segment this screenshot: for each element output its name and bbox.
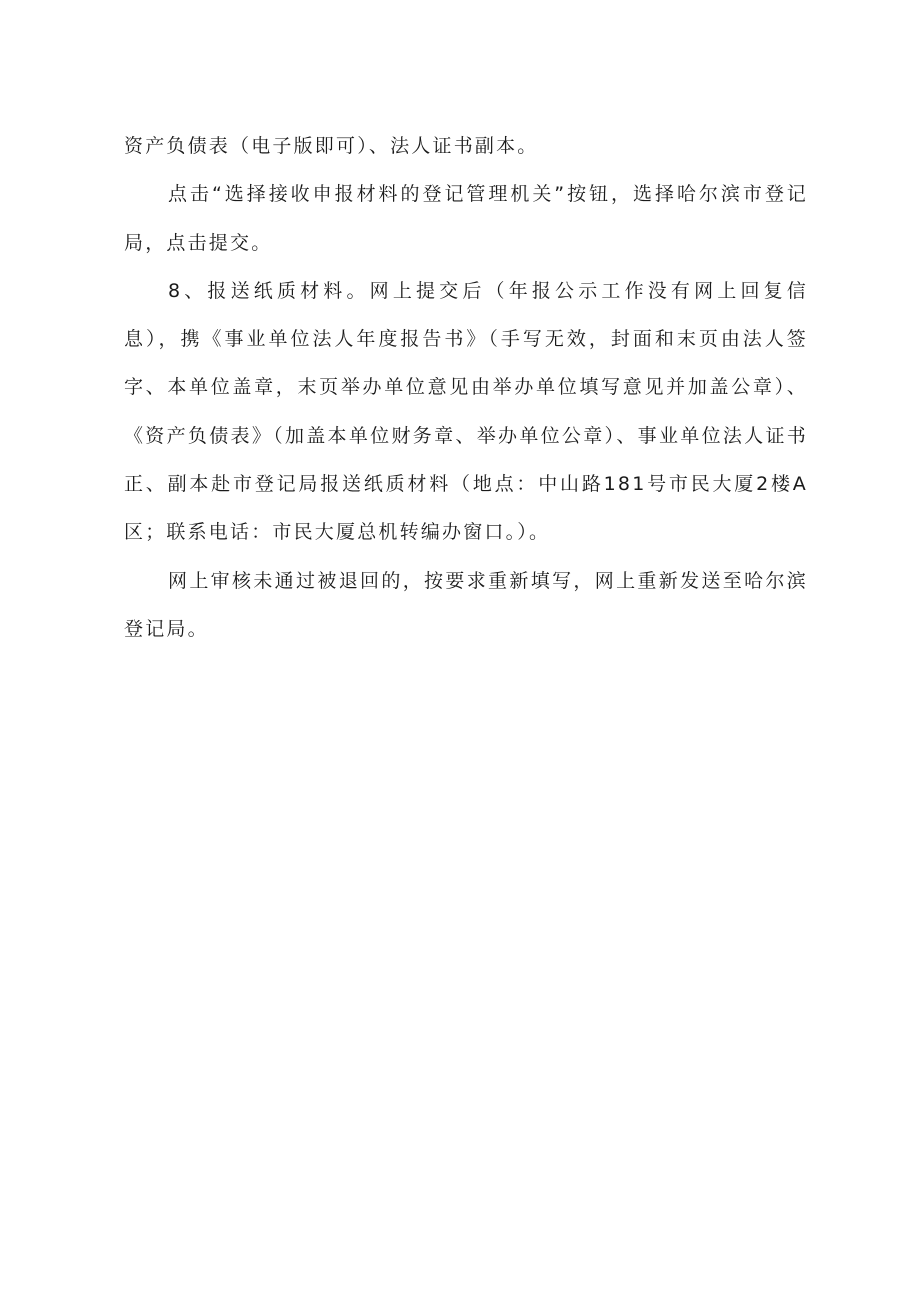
paragraph-paper-materials: 8、报送纸质材料。网上提交后（年报公示工作没有网上回复信息），携《事业单位法人年度报告书》（手写无效，封面和末页由法人签字、本单位盖章，末页举办单位意见由举办单位填写意见并加盖公章）、《资产负债表》（加盖本单位财务章、举办单位公章）、事业单位法人证书正、副本赴市登记局报送纸质材料（地点：中山路181号市民大厦2楼A区；联系电话：市民大厦总机转编办窗口。）。: [124, 279, 808, 544]
paragraph-rejection-note: 网上审核未通过被退回的，按要求重新填写，网上重新发送至哈尔滨登记局。: [124, 569, 808, 640]
document-body: [124, 122, 808, 653]
paragraph-continuation: 资产负债表（电子版即可）、法人证书副本。: [124, 135, 539, 157]
paragraph-submit-instructions: 点击“选择接收申报材料的登记管理机关”按钮，选择哈尔滨市登记局，点击提交。: [124, 183, 808, 254]
